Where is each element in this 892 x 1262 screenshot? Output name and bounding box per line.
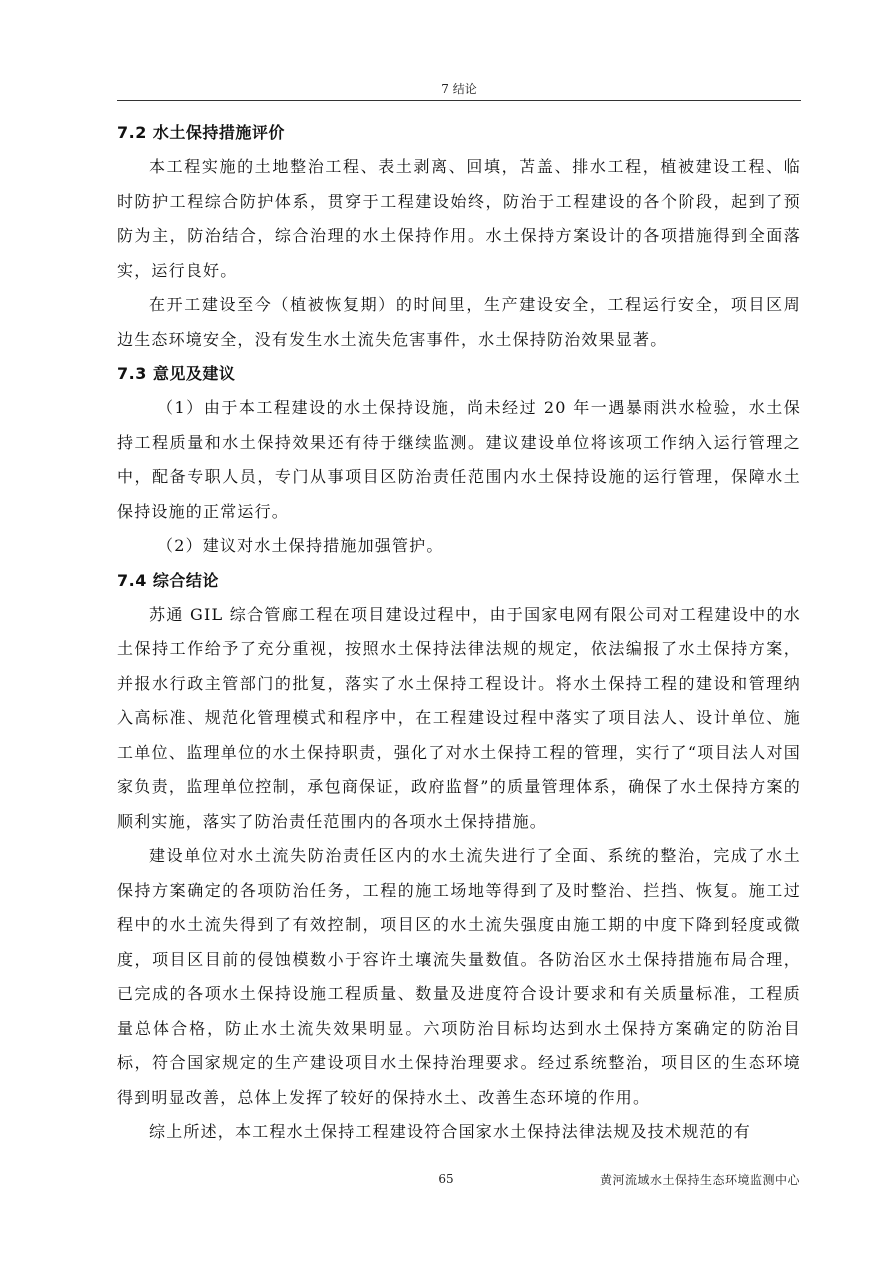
paragraph: 综上所述，本工程水土保持工程建设符合国家水土保持法律法规及技术规范的有 <box>149 1122 752 1141</box>
section-heading-7-3: 7.3 意见及建议 <box>117 364 236 383</box>
running-header: 7 结论 <box>441 82 477 96</box>
page-number: 65 <box>438 1172 454 1186</box>
paragraph: 在开工建设至今（植被恢复期）的时间里，生产建设安全，工程运行安全，项目区周边生态环境安全，没有发生水土流失危害事件，水土保持防治效果显著。 <box>117 295 801 349</box>
paragraph: （1）由于本工程建设的水土保持设施，尚未经过 20 年一遇暴雨洪水检验，水土保持工程质量和水土保持效果还有待于继续监测。建议建设单位将该项工作纳入运行管理之中，配备专职人员，专门从事项目区防治责任范围内水土保持设施的运行管理，保障水土保持设施的正常运行。 <box>117 398 801 521</box>
footer-organization: 黄河流域水土保持生态环境监测中心 <box>599 1173 800 1187</box>
paragraph: 建设单位对水土流失防治责任区内的水土流失进行了全面、系统的整治，完成了水土保持方案确定的各项防治任务，工程的施工场地等得到了及时整治、拦挡、恢复。施工过程中的水土流失得到了有效控制，项目区的水土流失强度由施工期的中度下降到轻度或微度，项目区目前的侵蚀模数小于容许土壤流失量数值。各防治区水土保持措施布局合理，已完成的各项水土保持设施工程质量、数量及进度符合设计要求和有关质量标准，工程质量总体合格，防止水土流失效果明显。六项防治目标均达到水土保持方案确定的防治目标，符合国家规定的生产建设项目水土保持治理要求。经过系统整治，项目区的生态环境得到明显改善，总体上发挥了较好的保持水土、改善生态环境的作用。 <box>117 846 801 1107</box>
paragraph: （2）建议对水土保持措施加强管护。 <box>157 536 444 555</box>
paragraph: 苏通 GIL 综合管廊工程在项目建设过程中，由于国家电网有限公司对工程建设中的水土保持工作给予了充分重视，按照水土保持法律法规的规定，依法编报了水土保持方案，并报水行政主管部门的批复，落实了水土保持工程设计。将水土保持工程的建设和管理纳入高标准、规范化管理模式和程序中，在工程建设过程中落实了项目法人、设计单位、施工单位、监理单位的水土保持职责，强化了对水土保持工程的管理，实行了“项目法人对国家负责，监理单位控制，承包商保证，政府监督”的质量管理体系，确保了水土保持方案的顺利实施，落实了防治责任范围内的各项水土保持措施。 <box>117 604 801 831</box>
section-heading-7-4: 7.4 综合结论 <box>117 570 219 590</box>
body-content <box>117 116 801 1150</box>
paragraph: 本工程实施的土地整治工程、表土剥离、回填，苫盖、排水工程，植被建设工程、临时防护工程综合防护体系，贯穿于工程建设始终，防治于工程建设的各个阶段，起到了预防为主，防治结合，综合治理的水土保持作用。水土保持方案设计的各项措施得到全面落实，运行良好。 <box>117 157 801 280</box>
section-heading-7-2: 7.2 水土保持措施评价 <box>117 123 285 142</box>
header-divider <box>117 100 801 101</box>
